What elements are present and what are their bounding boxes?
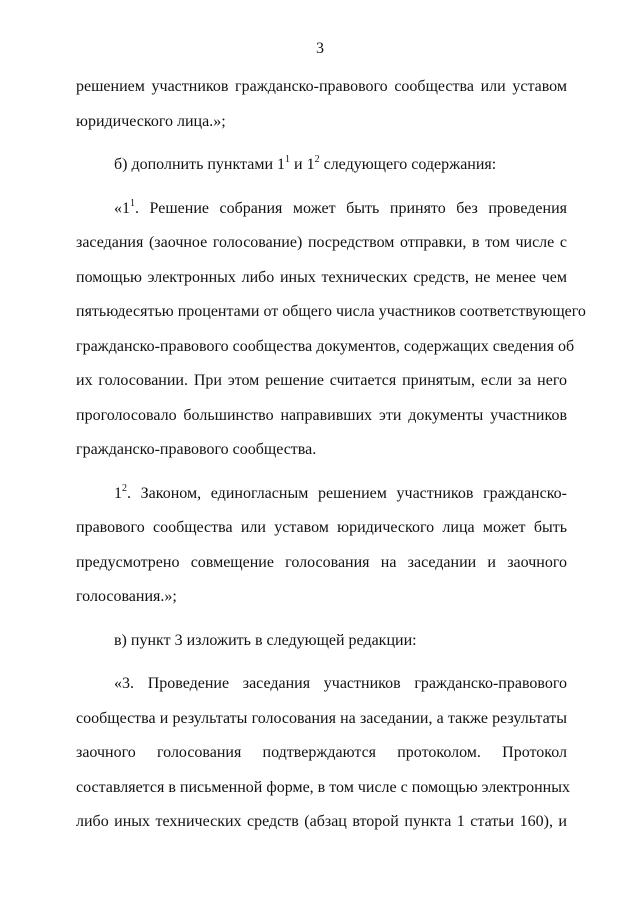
paragraph-clause-3 (76, 667, 570, 840)
text-line: юридического лица.»; (76, 112, 226, 130)
text-line: либо иных технических средств (абзац второй пункта 1 статьи 160), и (76, 813, 567, 830)
text-fragment: и 1 (290, 156, 315, 173)
paragraph-clause-1-2 (76, 477, 567, 615)
text-line: заочного голосования подтверждаются протоколом. Протокол (76, 744, 567, 761)
text-fragment: . Законом, единогласным решением участников гражданско- (127, 484, 567, 502)
text-line (76, 148, 567, 183)
superscript: 1 (130, 197, 135, 209)
text-line (76, 477, 567, 512)
text-line: проголосовало большинство направивших эти документы участников (76, 406, 567, 424)
text-fragment: следующего содержания: (319, 156, 497, 173)
text-line: пятьюдесятью процентами от общего числа участников соответствующего (76, 303, 586, 320)
text-line: помощью электронных либо иных технических средств, не менее чем (76, 268, 567, 286)
page-number: 3 (316, 40, 324, 57)
text-line: «3. Проведение заседания участников гражданско-правового (114, 675, 567, 692)
paragraph-clause-1-1 (76, 192, 586, 468)
text-line: сообщества и результаты голосования на заседании, а также результаты (76, 709, 567, 727)
text-fragment: . Решение собрания может быть принято без проведения (135, 199, 567, 217)
paragraph-amendment-c (76, 624, 567, 659)
superscript: 1 (285, 154, 291, 165)
text-line: решением участников гражданско-правового сообщества или уставом (76, 78, 567, 95)
text-line: их голосовании. При этом решение считается принятым, если за него (76, 372, 567, 389)
text-line: заседания (заочное голосование) посредством отправки, в том числе с (76, 234, 567, 251)
text-fragment: «1 (114, 199, 130, 217)
superscript: 2 (122, 482, 127, 494)
text-line: составляется в письменной форме, в том числе с помощью электронных (76, 778, 570, 796)
superscript: 2 (314, 154, 320, 165)
text-line: правового сообщества или уставом юридического лица может быть (76, 519, 567, 536)
document-body (76, 70, 586, 840)
text-line: голосования.»; (76, 588, 177, 605)
text-line: в) пункт 3 изложить в следующей редакции: (114, 631, 417, 649)
text-line (76, 192, 567, 227)
paragraph-continuation (76, 70, 567, 139)
text-fragment: 1 (114, 484, 122, 502)
paragraph-amendment-b (76, 148, 567, 183)
text-fragment: б) дополнить пунктами 1 (114, 156, 286, 173)
text-line: предусмотрено совмещение голосования на заседании и заочного (76, 553, 567, 571)
text-line: гражданско-правового сообщества. (76, 441, 317, 458)
text-line: гражданско-правового сообщества документов, содержащих сведения об (76, 337, 575, 355)
